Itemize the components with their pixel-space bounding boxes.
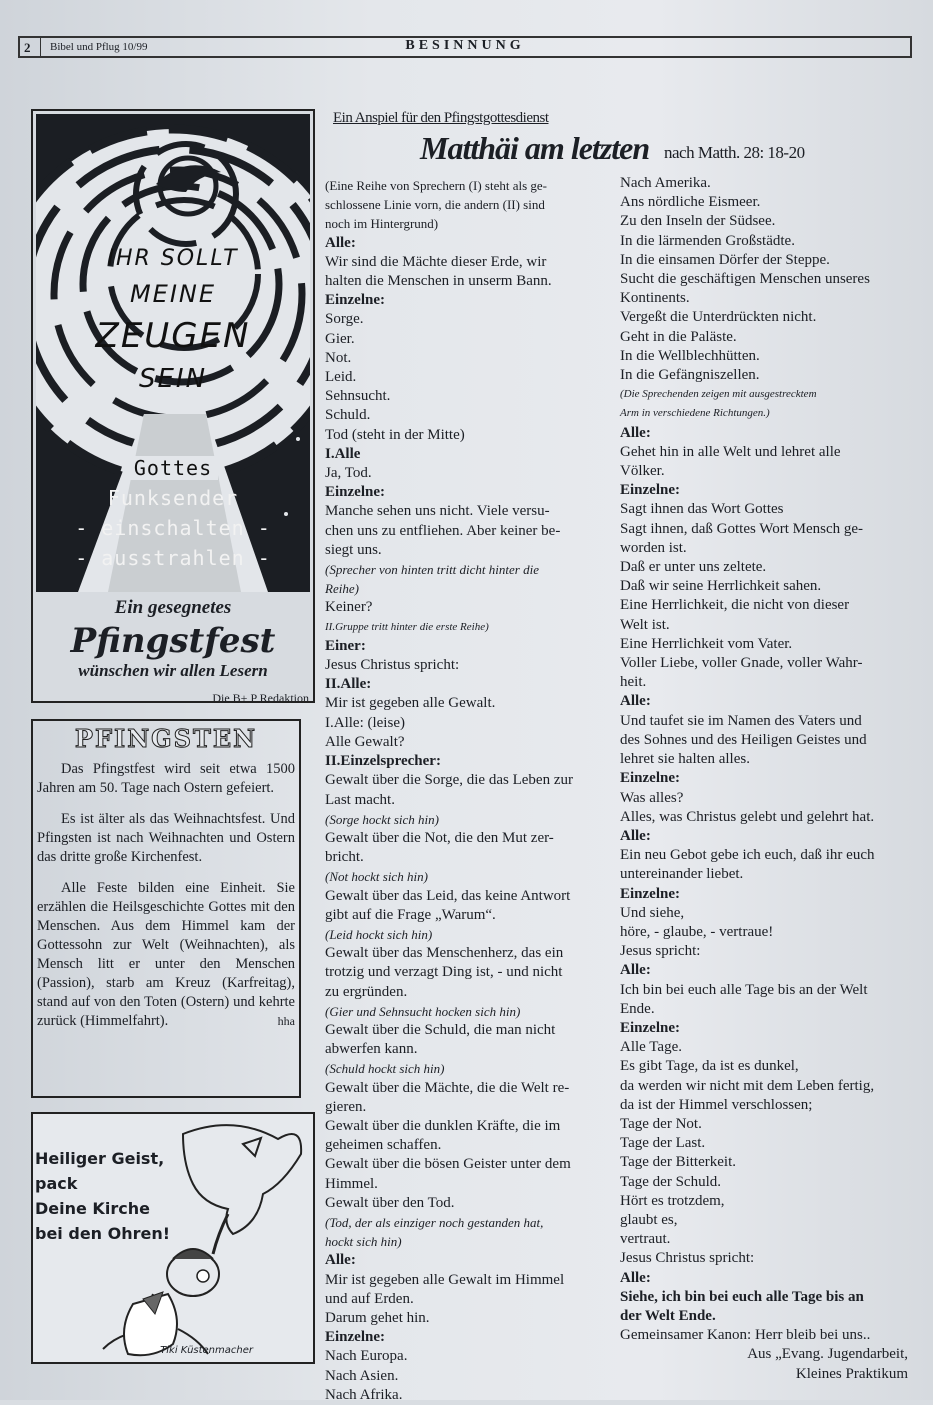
article-line: Einzelne: xyxy=(620,482,680,499)
article-line: (Sorge hockt sich hin) xyxy=(325,811,439,827)
publication-name: Bibel und Pflug 10/99 xyxy=(50,41,148,53)
beam-line-3: - einschalten - xyxy=(75,516,271,540)
article-line: Geht in die Paläste. xyxy=(620,328,737,345)
article-line: Daß er unter uns zeltete. xyxy=(620,559,767,576)
article-line: Keiner? xyxy=(325,599,373,616)
article-line: halten die Menschen in unserm Bann. xyxy=(325,273,552,290)
pfingsten-heading: PFINGSTEN xyxy=(74,724,258,753)
article-line: Hört es trotzdem, xyxy=(620,1192,725,1209)
article-line: Es gibt Tage, da ist es dunkel, xyxy=(620,1058,799,1075)
pfingsten-paragraph-3-text: Alle Feste bilden eine Einheit. Sie erzählen die Heilsgeschichte Gottes mit den Menschen. Aus dem Himmel kam der Gottessohn zur Welt (Weihnachten), als Mensch litt er unter den Menschen (Passion), starb am Kreuz (Karfreitag), stand auf von den Toten (Ostern) und kehrte zurück (Himmelfahrt). xyxy=(37,880,295,1029)
article-line: bricht. xyxy=(325,849,364,866)
article-line: da werden wir nicht mit dem Leben fertig, xyxy=(620,1077,875,1094)
page-number: 2 xyxy=(24,40,31,55)
article-line: worden ist. xyxy=(620,539,687,556)
article-title: Matthäi am letzten xyxy=(420,130,650,166)
article-line: Siehe, ich bin bei euch alle Tage bis an xyxy=(620,1288,864,1305)
article-line: Not. xyxy=(325,349,352,366)
article-line: Kontinents. xyxy=(620,290,690,307)
article-line: Gewalt über die Schuld, die man nicht xyxy=(325,1021,556,1038)
article-line: noch im Hintergrund) xyxy=(325,216,439,232)
article-line: I.Alle: (leise) xyxy=(325,714,405,731)
article-line: Manche sehen uns nicht. Viele versu- xyxy=(325,503,550,520)
article-line: Wir sind die Mächte dieser Erde, wir xyxy=(325,253,547,270)
article-line: gibt auf die Frage „Warum“. xyxy=(325,906,496,923)
article-line: Gewalt über den Tod. xyxy=(325,1194,455,1211)
article-line: (Gier und Sehnsucht hocken sich hin) xyxy=(325,1003,521,1019)
article-line: (Not hockt sich hin) xyxy=(325,869,428,885)
article-line: In die Gefängniszellen. xyxy=(620,367,760,384)
article-line: Tage der Last. xyxy=(620,1135,706,1152)
article-line: Einzelne: xyxy=(620,770,680,787)
article-line: Ans nördliche Eismeer. xyxy=(620,194,761,211)
article-line: Einzelne: xyxy=(325,484,385,501)
article-line: Leid. xyxy=(325,369,357,386)
article-line: (Eine Reihe von Sprechern (I) steht als ge- xyxy=(325,178,548,193)
article-line: Alle Tage. xyxy=(620,1039,682,1056)
greeting-line-1: Ein gesegnetes xyxy=(114,597,232,618)
article-line: Jesus spricht: xyxy=(620,943,701,960)
article-line: Und taufet sie im Namen des Vaters und xyxy=(620,712,862,729)
article-line: Alle: xyxy=(620,962,651,979)
dove-illustration xyxy=(36,114,310,592)
cartoon-caption-line-4: bei den Ohren! xyxy=(35,1224,171,1243)
article-line: In die lärmenden Großstädte. xyxy=(620,232,795,249)
article-line: Alle: xyxy=(325,1252,356,1269)
article-line: chen uns zu entfliehen. Aber keiner be- xyxy=(325,522,561,539)
art-line-2: MEINE xyxy=(129,280,217,308)
article-line: Sagt ihnen das Wort Gottes xyxy=(620,501,784,518)
article-line: Tage der Not. xyxy=(620,1115,702,1132)
pfingsten-paragraph-2: Es ist älter als das Weihnachtsfest. Und Pfingsten ist nach Weihnachten und Ostern das dritte große Kirchenfest. xyxy=(37,811,295,865)
article-line: Gewalt über die Not, die den Mut zer- xyxy=(325,829,554,846)
cartoon-credit: Tiki Küstenmacher xyxy=(160,1345,253,1356)
article-line: Alle: xyxy=(620,827,651,844)
article-line: Eine Herrlichkeit, die nicht von dieser xyxy=(620,597,850,614)
article-line: Gewalt über die Sorge, die das Leben zur xyxy=(325,772,573,789)
article-line: Nach Asien. xyxy=(325,1367,399,1384)
article-line: Schuld. xyxy=(325,407,371,424)
article-line: In die Wellblechhütten. xyxy=(620,347,760,364)
cartoon-caption-line-1: Heiliger Geist, xyxy=(35,1149,165,1168)
article-line: Einzelne: xyxy=(620,1019,680,1036)
article-line: Einzelne: xyxy=(325,292,385,309)
article-line: Alle: xyxy=(325,234,356,251)
article-line: Ein neu Gebot gebe ich euch, daß ihr euch xyxy=(620,847,875,864)
article-line: II.Einzelsprecher: xyxy=(325,753,441,770)
art-line-1: IHR SOLLT xyxy=(107,246,239,271)
article-line: Einzelne: xyxy=(620,885,680,902)
article-line: höre, - glaube, - vertraue! xyxy=(620,923,774,940)
article-line: Welt ist. xyxy=(620,616,670,633)
article-line: Einzelne: xyxy=(325,1329,385,1346)
dove-and-man-drawing xyxy=(33,1114,315,1364)
article-line: Gewalt über die Mächte, die die Welt re- xyxy=(325,1079,570,1096)
article-line: Alles, was Christus gelebt und gelehrt hat. xyxy=(620,808,875,825)
article-subtitle: nach Matth. 28: 18-20 xyxy=(664,143,805,162)
article-line: Gehet hin in alle Welt und lehret alle xyxy=(620,443,841,460)
article-line: Was alles? xyxy=(620,789,684,806)
article-line: lehret sie halten alles. xyxy=(620,751,750,768)
article-line: hockt sich hin) xyxy=(325,1234,402,1250)
article-line: (Die Sprechenden zeigen mit ausgestrecktem xyxy=(620,388,817,401)
article-line: Sagt ihnen, daß Gottes Wort Mensch ge- xyxy=(620,520,864,537)
article-line: I.Alle xyxy=(325,445,361,462)
article-line: Zu den Inseln der Südsee. xyxy=(620,213,776,230)
article-line: Kleines Praktikum xyxy=(795,1365,908,1382)
pfingsten-info-box xyxy=(31,719,301,1098)
article-line: und auf Erden. xyxy=(325,1290,414,1307)
article-line: Tage der Schuld. xyxy=(620,1173,722,1190)
article-line: Tage der Bitterkeit. xyxy=(620,1154,736,1171)
article-line: zu ergründen. xyxy=(325,983,408,1000)
article-line: Nach Amerika. xyxy=(620,175,711,191)
article-line: Reihe) xyxy=(325,581,359,597)
article-line: (Schuld hockt sich hin) xyxy=(325,1061,445,1077)
article-line: schlossene Linie vorn, die andern (II) sind xyxy=(325,197,545,213)
greeting-line-2: Pfingstfest xyxy=(70,621,276,661)
article-line: Jesus Christus spricht: xyxy=(325,657,460,674)
cartoon-panel xyxy=(31,1112,315,1364)
article-line: des Sohnes und des Heiligen Geistes und xyxy=(620,731,867,748)
article-line: Tod (steht in der Mitte) xyxy=(325,426,465,443)
article-line: der Welt Ende. xyxy=(620,1307,716,1324)
article-line: Alle: xyxy=(620,424,651,441)
article-line: Sehnsucht. xyxy=(325,388,391,405)
article-line: Voller Liebe, voller Gnade, voller Wahr- xyxy=(620,655,863,672)
article-line: Last macht. xyxy=(325,791,395,808)
article-line: Arm in verschiedene Richtungen.) xyxy=(620,407,770,420)
article-line: vertraut. xyxy=(620,1231,671,1248)
article-line: Alle Gewalt? xyxy=(325,733,405,750)
article-line: In die einsamen Dörfer der Steppe. xyxy=(620,251,830,268)
greeting-line-3: wünschen wir allen Lesern xyxy=(78,661,268,680)
pfingsten-signature: hha xyxy=(277,1014,295,1028)
article-line: Gewalt über das Menschenherz, das ein xyxy=(325,945,564,962)
article-line: Gewalt über das Leid, das keine Antwort xyxy=(325,887,571,904)
article-line: Ich bin bei euch alle Tage bis an der Welt xyxy=(620,981,868,998)
article-line: untereinander liebet. xyxy=(620,866,744,883)
article-line: Himmel. xyxy=(325,1175,378,1192)
article-line: Ende. xyxy=(620,1000,655,1017)
article-line: Ja, Tod. xyxy=(325,465,372,482)
article-line: (Tod, der als einziger noch gestanden hat, xyxy=(325,1214,544,1230)
article-line: Mir ist gegeben alle Gewalt im Himmel xyxy=(325,1271,565,1288)
article-line: glaubt es, xyxy=(620,1211,678,1228)
article-line: Völker. xyxy=(620,463,665,480)
art-line-4: SEIN xyxy=(138,364,208,394)
article-line: trotzig und verzagt Ding ist, - und nicht xyxy=(325,964,563,981)
article-line: siegt uns. xyxy=(325,541,382,558)
article-line: geheimen schaffen. xyxy=(325,1137,442,1154)
article-column-right xyxy=(620,174,908,1384)
article-line: Gier. xyxy=(325,330,355,347)
beam-line-1: Gottes xyxy=(128,456,218,480)
article-line: Gewalt über die dunklen Kräfte, die im xyxy=(325,1117,561,1134)
cartoon-caption-line-3: Deine Kirche xyxy=(35,1199,150,1218)
article-line: Und siehe, xyxy=(620,904,685,921)
article-line: abwerfen kann. xyxy=(325,1041,418,1058)
article-line: Vergeßt die Unterdrückten nicht. xyxy=(620,309,817,326)
article-line: Eine Herrlichkeit vom Vater. xyxy=(620,635,793,652)
cartoon-caption-line-2: pack xyxy=(35,1174,78,1193)
greeting-signature: Die B+ P Redaktion xyxy=(212,691,309,703)
article-line: Einer: xyxy=(325,637,366,654)
article-line: Daß wir seine Herrlichkeit sahen. xyxy=(620,578,822,595)
article-line: Sorge. xyxy=(325,311,364,328)
art-line-3: ZEUGEN xyxy=(95,316,251,356)
article-column-left xyxy=(325,176,609,1405)
article-line: gieren. xyxy=(325,1098,367,1115)
article-line: Nach Afrika. xyxy=(325,1386,403,1403)
article-line: (Sprecher von hinten tritt dicht hinter die xyxy=(325,562,539,578)
article-line: heit. xyxy=(620,674,647,691)
beam-line-4: - ausstrahlen - xyxy=(75,546,271,570)
article-line: (Leid hockt sich hin) xyxy=(325,926,433,942)
article-line: Mir ist gegeben alle Gewalt. xyxy=(325,695,496,712)
pentecost-poster xyxy=(31,109,315,703)
section-title: BESINNUNG xyxy=(405,38,525,53)
article-line: Sucht die geschäftigen Menschen unseres xyxy=(620,271,870,288)
article-line: Nach Europa. xyxy=(325,1348,408,1365)
article-line: da ist der Himmel verschlossen; xyxy=(620,1096,813,1113)
article-line: Alle: xyxy=(620,1269,651,1286)
article-line: Jesus Christus spricht: xyxy=(620,1250,755,1267)
article-line: Alle: xyxy=(620,693,651,710)
article-line: Gemeinsamer Kanon: Herr bleib bei uns.. xyxy=(620,1327,871,1344)
article-line: Gewalt über die bösen Geister unter dem xyxy=(325,1156,571,1173)
article-line: Aus „Evang. Jugendarbeit, xyxy=(747,1346,908,1363)
article-kicker: Ein Anspiel für den Pfingstgottesdienst xyxy=(333,110,549,126)
article-line: Darum gehet hin. xyxy=(325,1309,430,1326)
pfingsten-paragraph-3 xyxy=(37,879,295,1031)
greeting-block xyxy=(33,593,313,703)
article-line: II.Alle: xyxy=(325,676,372,693)
page-header xyxy=(18,36,912,58)
article-line: II.Gruppe tritt hinter die erste Reihe) xyxy=(325,620,489,633)
beam-line-2: Funksender xyxy=(107,486,239,510)
pfingsten-paragraph-1: Das Pfingstfest wird seit etwa 1500 Jahren am 50. Tage nach Ostern gefeiert. xyxy=(37,761,295,796)
